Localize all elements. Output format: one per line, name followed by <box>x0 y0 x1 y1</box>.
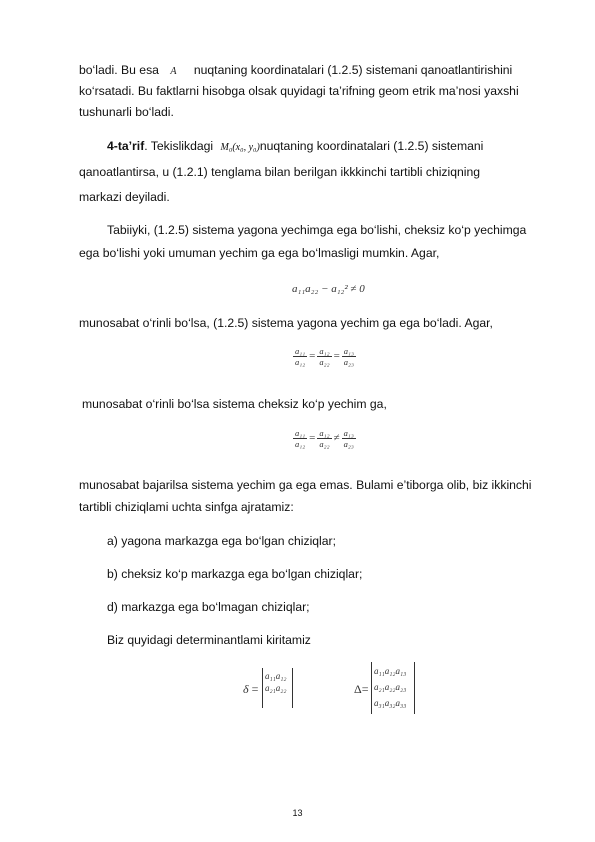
text-segment: nuqtaning koordinatalari (1.2.5) sistemani <box>259 139 484 153</box>
math-symbol: A <box>170 66 177 77</box>
paragraph-line: munosabat o‘rinli bo‘lsa, (1.2.5) sistema yagona yechim ga ega bo‘ladi. Agar, <box>79 316 493 330</box>
math-symbol: M₀(x₀, y₀) <box>220 142 260 153</box>
paragraph-line: tushunarli bo‘ladi. <box>79 105 174 119</box>
fraction: $\frac{\text{a₁₁}}{\text{a₁₂}}$ <box>295 428 306 449</box>
list-item: a) yagona markazga ega bo‘lgan chiziqlar; <box>107 534 336 548</box>
matrix-row: a₁₁a₁₂ <box>265 671 287 681</box>
paragraph-line: Biz quyidagi determinantlami kiritamiz <box>107 633 311 647</box>
formula-proportion-unequal: $\frac{\text{a₁₁}}{\text{a₁₂}}$ = $\frac{\text{a₁₂}}{\text{a₂₂}}$ ≠ $\frac{\text{a₁₃}}{\text{a₂₃}}$ <box>295 428 354 449</box>
fraction: $\frac{\text{a₁₁}}{\text{a₁₂}}$ <box>295 346 306 367</box>
determinant-matrix-large <box>374 663 406 711</box>
matrix-row: a₁₁a₁₂a₁₃ <box>374 666 407 676</box>
formula-proportion-equal: $\frac{\text{a₁₁}}{\text{a₁₂}}$ = $\frac{\text{a₁₂}}{\text{a₂₂}}$ = $\frac{\text{a₁₃}}{\text{a₂₃}}$ <box>295 346 354 367</box>
fraction: $\frac{\text{a₁₂}}{\text{a₂₂}}$ <box>319 346 330 367</box>
matrix-row: a₂₁a₂₂a₂₃ <box>374 682 407 692</box>
paragraph-line: qanoatlantirsa, u (1.2.1) tenglama bilan berilgan ikkkinchi tartibli chiziqning <box>79 165 481 179</box>
text-segment: nuqtaning koordinatalari (1.2.5) sistemani qanoatlantirishini <box>193 63 513 77</box>
page-number: 13 <box>292 808 303 818</box>
definition-label: 4-ta’rif <box>107 139 145 153</box>
fraction: $\frac{\text{a₁₃}}{\text{a₂₃}}$ <box>343 346 354 367</box>
paragraph-line: ko‘rsatadi. Bu faktlarni hisobga olsak quyidagi ta’rifning geom etrik ma’nosi yaxshi <box>79 84 519 98</box>
determinant-matrix-small <box>265 670 287 694</box>
paragraph-line: tartibli chiziqlami uchta sinfga ajratamiz: <box>79 500 294 514</box>
fraction: $\frac{\text{a₁₃}}{\text{a₂₃}}$ <box>343 428 354 449</box>
list-item: b) cheksiz ko‘p markazga ega bo‘lgan chiziqlar; <box>107 567 363 581</box>
paragraph-line: ega bo‘lishi yoki umuman yechim ga ega bo‘lmasligi mumkin. Agar, <box>79 246 440 260</box>
text-segment: . Tekislikdagi <box>144 139 214 153</box>
matrix-row: a₂₁a₂₂ <box>265 683 287 693</box>
list-item: d) markazga ega bo‘lmagan chiziqlar; <box>107 600 310 614</box>
capital-delta-symbol: Δ= <box>354 682 369 696</box>
matrix-row: a₃₁a₃₂a₃₃ <box>374 698 407 708</box>
formula-determinant-condition: a₁₁a₂₂ − a₁₂² ≠ 0 <box>292 283 365 295</box>
determinant-bar-right <box>292 668 293 708</box>
determinant-bar-left <box>371 662 372 714</box>
paragraph-line: Tabiiyki, (1.2.5) sistema yagona yechimga ega bo‘lishi, cheksiz ko‘p yechimga <box>107 223 527 237</box>
definition-line <box>107 138 483 156</box>
text-segment: bo‘ladi. Bu esa <box>79 63 159 77</box>
determinant-bar-right <box>414 662 415 714</box>
paragraph-line <box>79 62 512 80</box>
determinant-bar-left <box>262 668 263 708</box>
delta-symbol: δ = <box>243 682 259 696</box>
paragraph-line: munosabat bajarilsa sistema yechim ga ega emas. Bulami e’tiborga olib, biz ikkinchi <box>79 478 532 492</box>
fraction: $\frac{\text{a₁₂}}{\text{a₂₂}}$ <box>319 428 330 449</box>
paragraph-line: markazi deyiladi. <box>79 190 170 204</box>
paragraph-line: munosabat o‘rinli bo‘lsa sistema cheksiz ko‘p yechim ga, <box>82 397 387 411</box>
